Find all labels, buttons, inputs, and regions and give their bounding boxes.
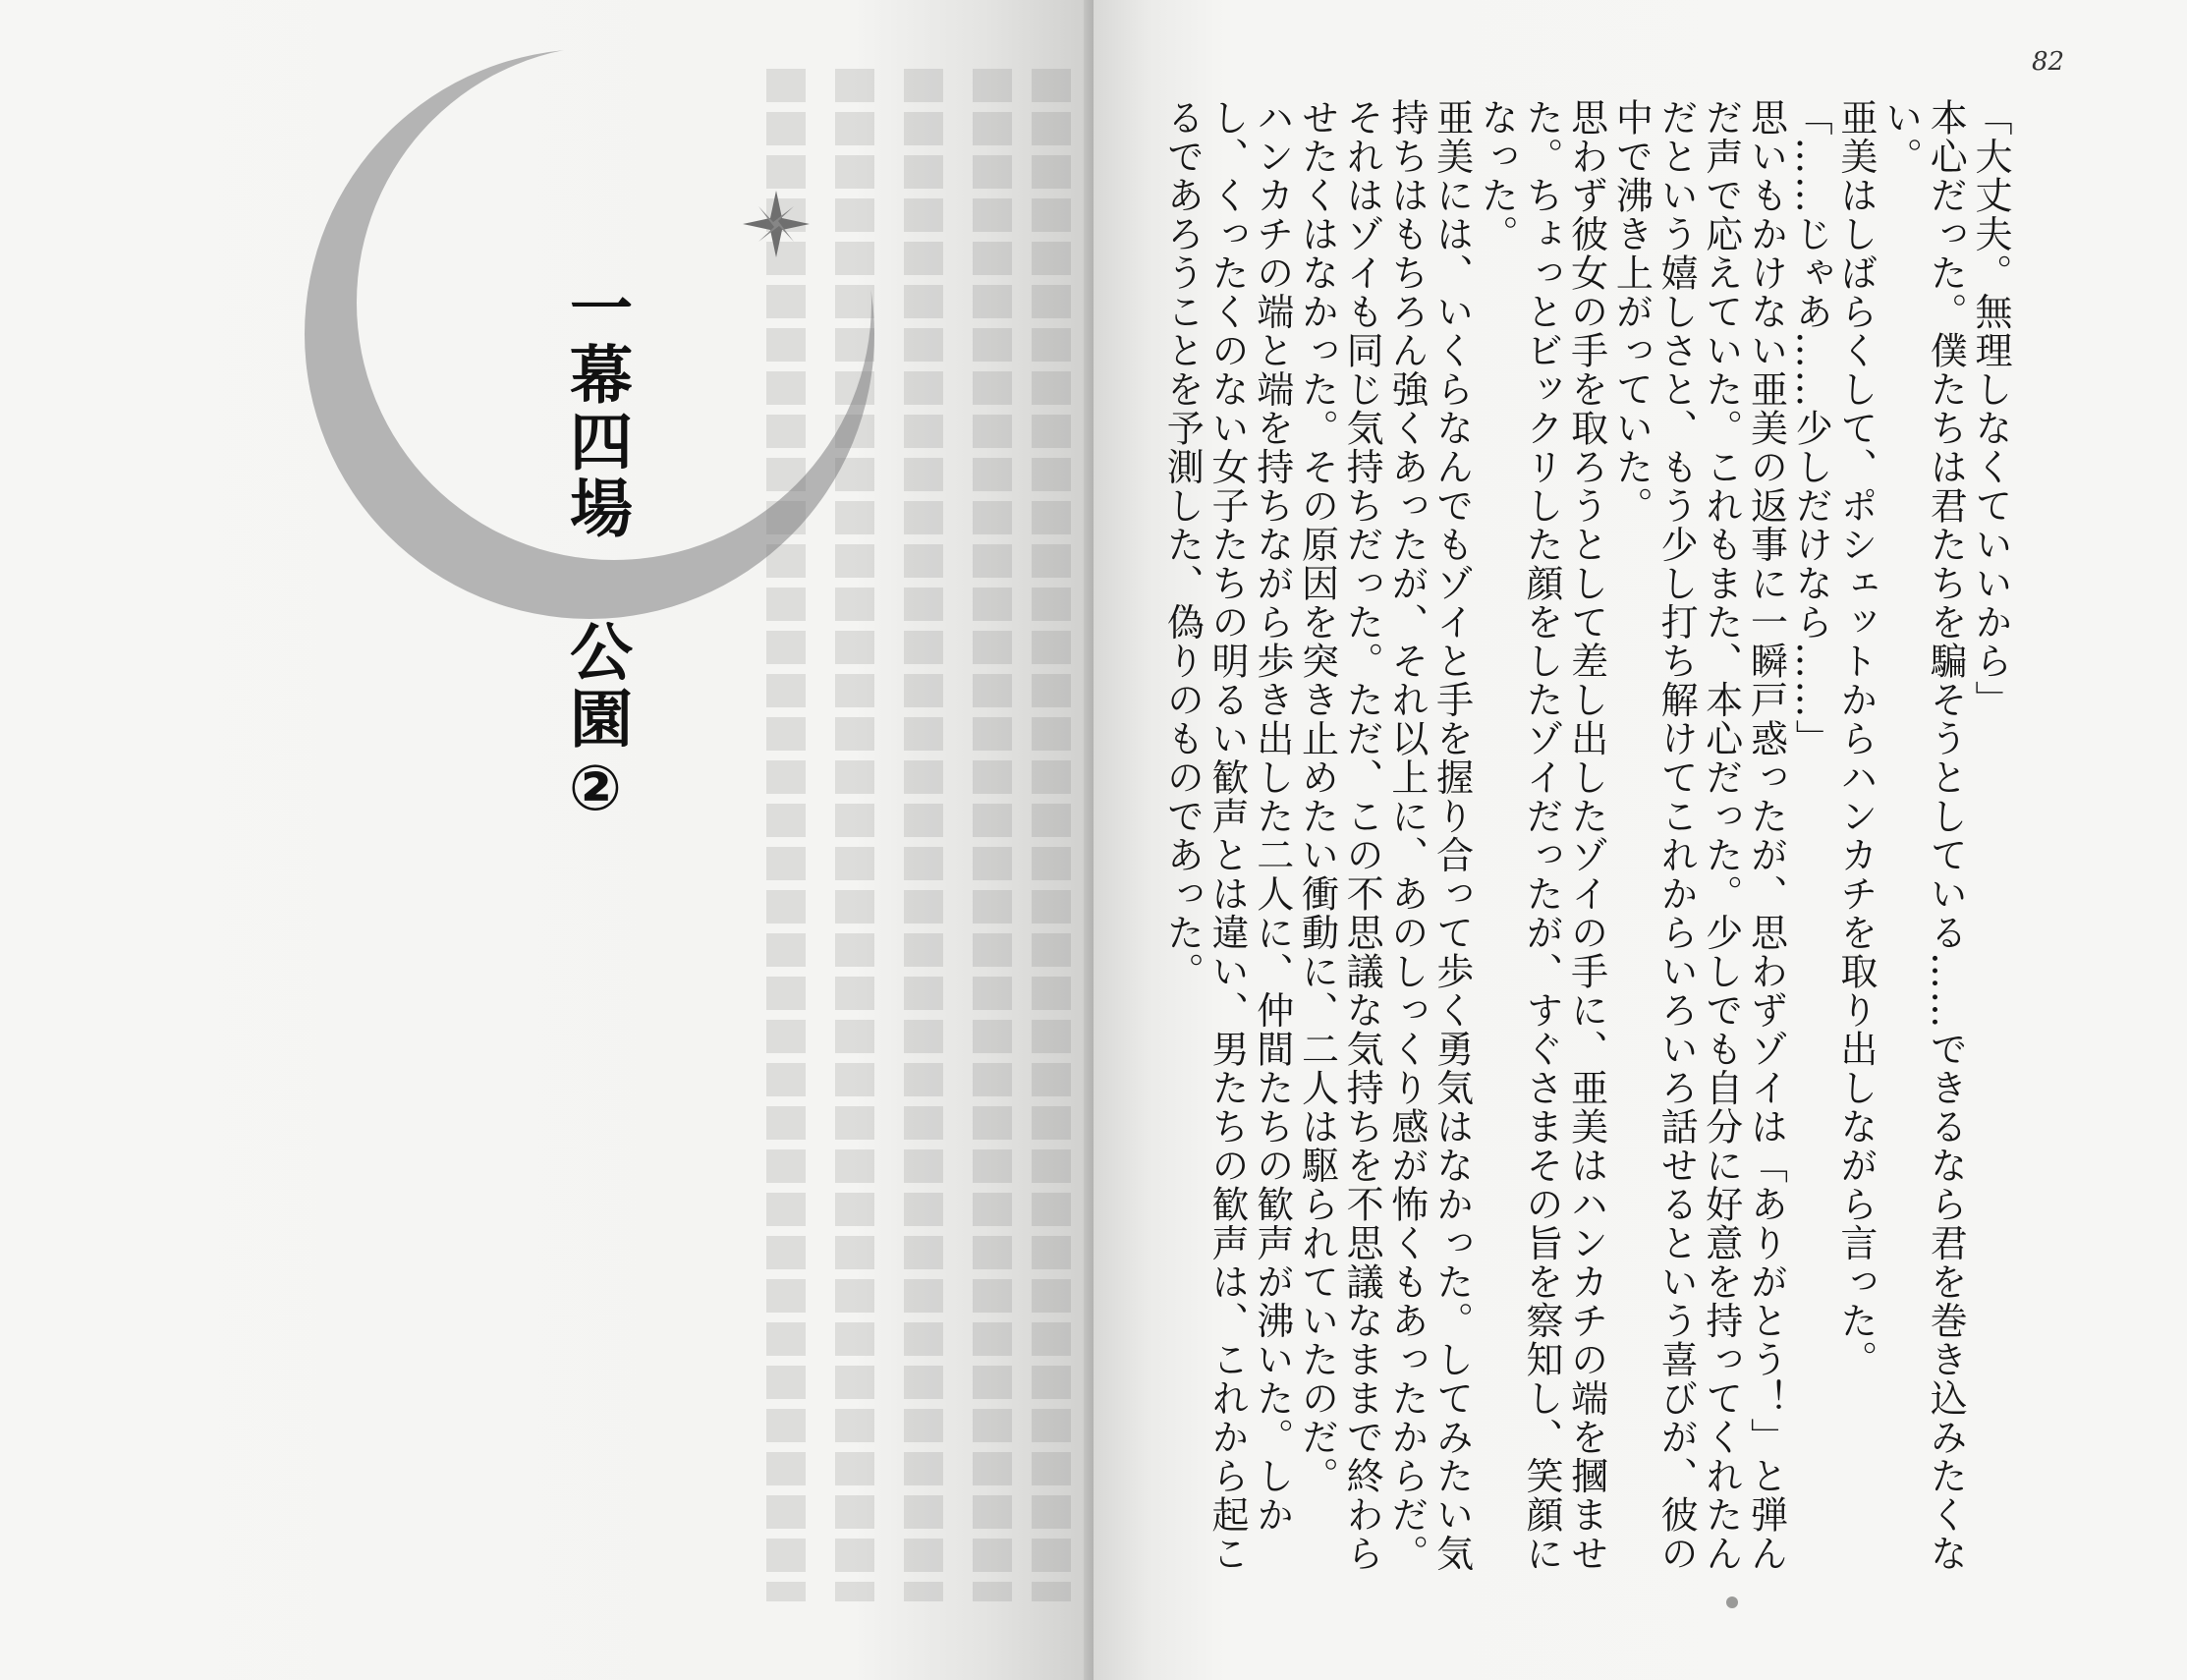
chapter-title: 一幕四場 xyxy=(559,275,632,542)
paragraph: 本心だった。僕たちは君たちを騙そうとしている……できるなら君を巻き込みたくない。 xyxy=(1879,98,1968,1573)
page-number: 82 xyxy=(2032,47,2065,77)
paragraph: 亜美はしばらくして、ポシェットからハンカチを取り出しながら言った。 xyxy=(1833,98,1878,1379)
body-text xyxy=(1148,98,2012,1592)
paragraph: 思いもかけない亜美の返事に一瞬戸惑ったが、思わずゾイは「ありがとう！」と弾んだ声で応えていた。これもまた、本心だった。少しでも自分に好意を持ってくれたんだという嬉しさと、もう少し打ち解けてこれからいろいろ話せるという喜びが、彼の中で沸き上がっていた。 xyxy=(1609,98,1788,1573)
paragraph: それはゾイも同じ気持ちだった。ただ、この不思議な気持ちを不思議なままで終わらせたくはなかった。その原因を突き止めたい衝動に、二人は駆られていたのだ。 xyxy=(1295,98,1384,1573)
chapter-subtitle: 公園② xyxy=(559,619,632,829)
paragraph: 「……じゃあ……少しだけなら……」 xyxy=(1789,98,1833,758)
paper-blemish xyxy=(1726,1596,1738,1608)
paragraph: 思わず彼女の手を取ろうとして差し出したゾイの手に、亜美はハンカチの端を摑ませた。ちょっとビックリした顔をしたゾイだったが、すぐさまその旨を察知し、笑顔になった。 xyxy=(1475,98,1608,1573)
paragraph: 亜美には、いくらなんでもゾイと手を握り合って歩く勇気はなかった。してみたい気持ちはもちろん強くあったが、それ以上に、あのしっくり感が怖くもあったからだ。 xyxy=(1384,98,1474,1573)
paragraph: ハンカチの端と端を持ちながら歩き出した二人に、仲間たちの歓声が沸いた。しかし、くったくのない女子たちの明るい歓声とは違い、男たちの歓声は、これから起こるであろうことを予測した、偽りのものであった。 xyxy=(1160,98,1294,1573)
paragraph: 「大丈夫。無理しなくていいから」 xyxy=(1969,98,2012,719)
